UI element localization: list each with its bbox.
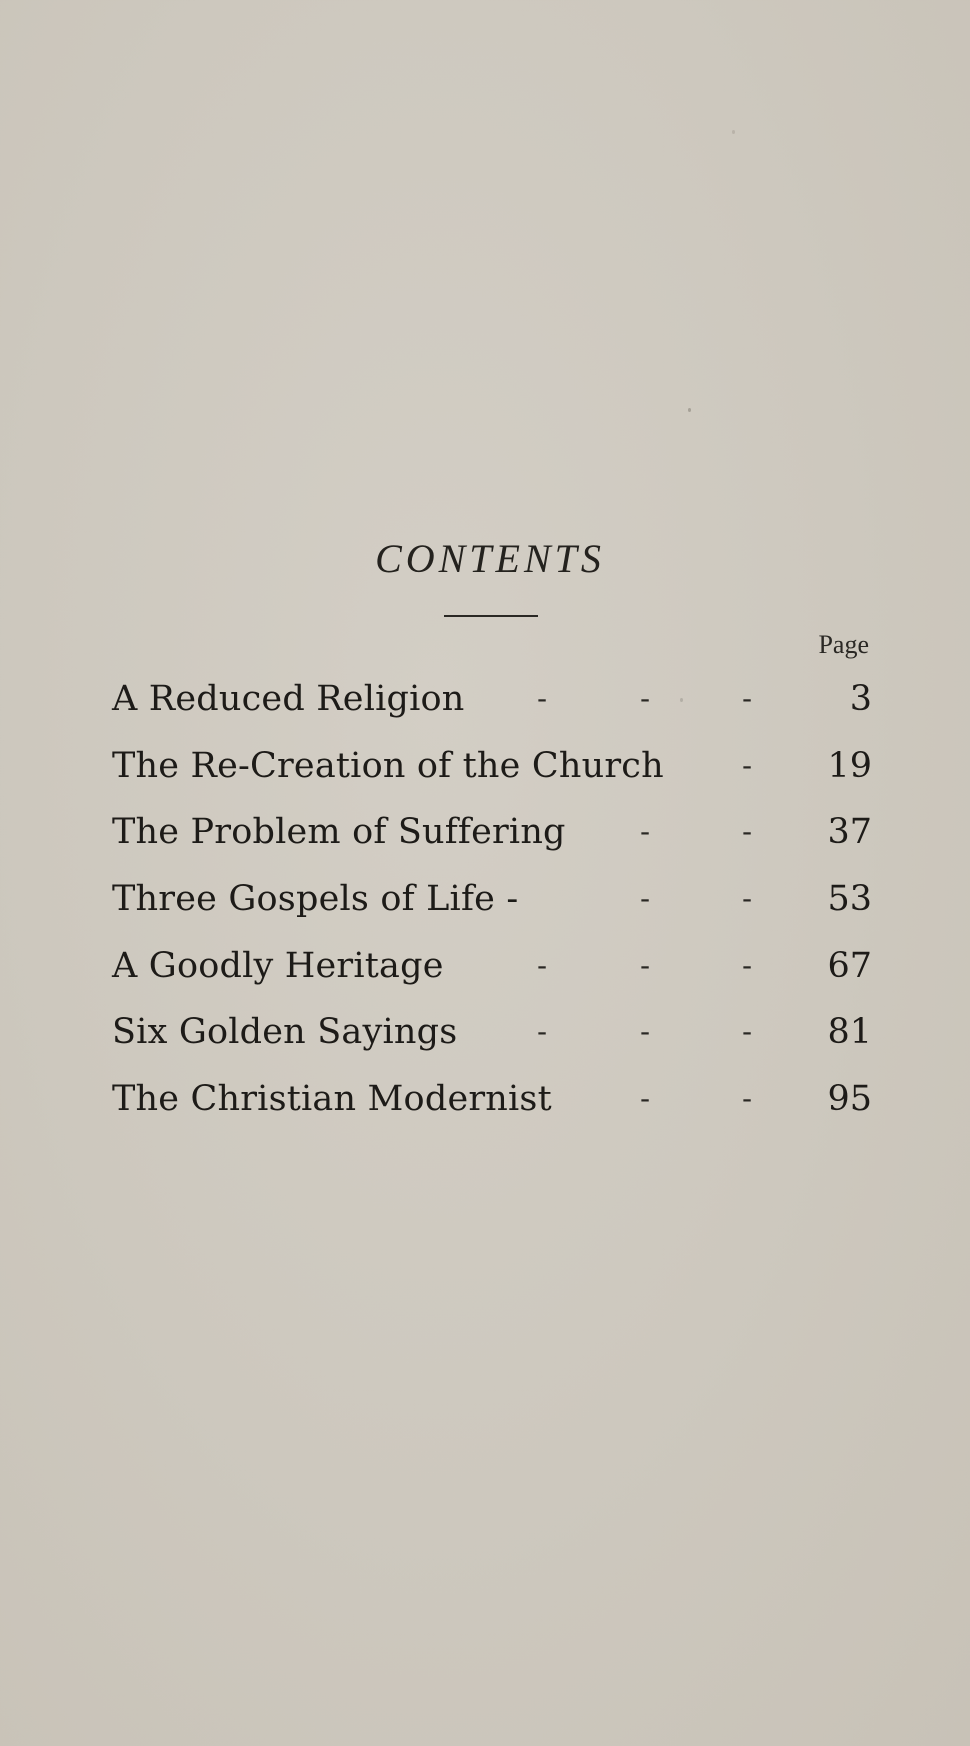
title-rule bbox=[444, 615, 538, 617]
toc-entry bbox=[112, 733, 872, 800]
toc-entry bbox=[112, 666, 872, 733]
toc-entry-title: The Problem of Suffering bbox=[112, 812, 566, 853]
toc-entry-title: Six Golden Sayings bbox=[112, 1012, 458, 1053]
leader-dash: - bbox=[742, 882, 753, 916]
leader-dash: - bbox=[537, 1015, 548, 1049]
table-of-contents bbox=[112, 666, 872, 1133]
toc-entry-title: The Re-Creation of the Church bbox=[112, 745, 664, 786]
toc-entry-page: 53 bbox=[827, 879, 872, 920]
paper-speck bbox=[688, 408, 691, 412]
toc-entry-page: 95 bbox=[827, 1079, 872, 1120]
toc-entry-page: 3 bbox=[849, 679, 872, 719]
leader-dash: - bbox=[640, 815, 651, 849]
contents-title: CONTENTS bbox=[375, 536, 605, 581]
leader-dash: - bbox=[537, 682, 548, 715]
leader-dash: - bbox=[640, 948, 651, 982]
leader-dash: - bbox=[742, 1082, 753, 1116]
toc-entry-page: 37 bbox=[827, 812, 872, 853]
toc-entry-title: A Goodly Heritage bbox=[112, 945, 444, 986]
paper-speck bbox=[732, 130, 735, 134]
toc-entry-title: A Reduced Religion bbox=[112, 679, 465, 719]
paper-speck bbox=[680, 698, 683, 702]
leader-dash: - bbox=[640, 1082, 651, 1116]
leader-dash: - bbox=[640, 682, 651, 715]
page-column-heading: Page bbox=[818, 630, 869, 659]
leader-dash: - bbox=[640, 1015, 651, 1049]
leader-dash: - bbox=[742, 1015, 753, 1049]
toc-entry-page: 67 bbox=[827, 945, 872, 986]
leader-dash: - bbox=[742, 815, 753, 849]
toc-entry bbox=[112, 933, 872, 1000]
toc-entry-title: Three Gospels of Life - bbox=[112, 879, 519, 920]
leader-dash: - bbox=[537, 948, 548, 982]
toc-entry-page: 81 bbox=[827, 1012, 872, 1053]
toc-entry bbox=[112, 866, 872, 933]
leader-dash: - bbox=[742, 748, 753, 782]
leader-dash: - bbox=[640, 882, 651, 916]
toc-entry bbox=[112, 799, 872, 866]
toc-entry-title: The Christian Modernist bbox=[112, 1079, 552, 1120]
toc-entry bbox=[112, 1066, 872, 1133]
leader-dash: - bbox=[742, 948, 753, 982]
leader-dash: - bbox=[742, 682, 753, 715]
toc-entry-page: 19 bbox=[827, 745, 872, 786]
toc-entry bbox=[112, 999, 872, 1066]
